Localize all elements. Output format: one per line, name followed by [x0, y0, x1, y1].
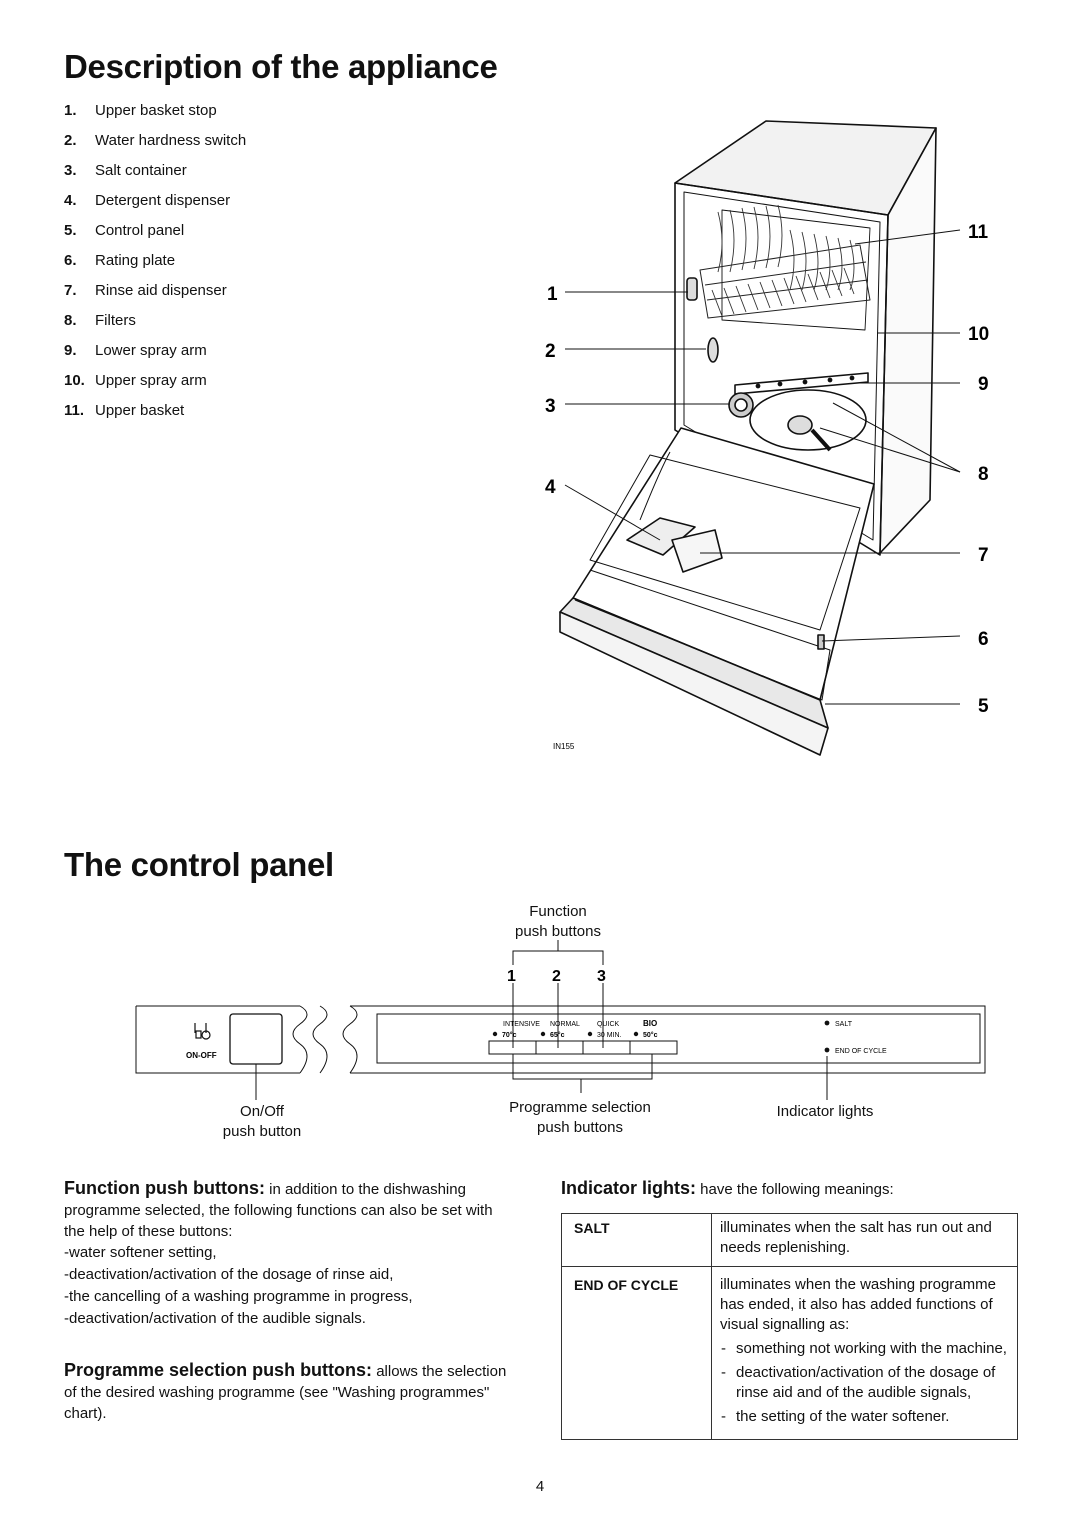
list-item: 4. Detergent dispenser [64, 192, 231, 209]
programme-led [588, 1032, 592, 1036]
programme-temp-quick: 30 MIN. [597, 1032, 622, 1039]
function-buttons-section [64, 1178, 512, 1330]
function-number-3: 3 [597, 968, 606, 985]
programme-buttons-section [64, 1360, 512, 1424]
list-item: - water softener setting, [64, 1242, 512, 1264]
list-item: - deactivation/activation of the audible signals. [64, 1308, 512, 1330]
onoff-icon-text: ON-OFF [186, 1051, 217, 1060]
list-item: 2. Water hardness switch [64, 132, 247, 149]
list-item: 11. Upper basket [64, 402, 185, 419]
function-number-1: 1 [507, 968, 516, 985]
programme-temp-bio: 50°c [643, 1032, 658, 1039]
callout-5: 5 [978, 696, 989, 717]
programme-temp-intensive: 70°c [502, 1032, 517, 1039]
function-number-2: 2 [552, 968, 561, 985]
programme-name-normal: NORMAL [550, 1021, 580, 1028]
list-item: - deactivation/activation of the dosage of rinse aid and of the audible signals, [720, 1363, 1011, 1403]
indicator-lights-label: Indicator lights [776, 1103, 874, 1120]
end-of-cycle-list [720, 1339, 1011, 1427]
programme-buttons-label: Programme selection push buttons [509, 1099, 651, 1136]
callout-8: 8 [978, 464, 989, 485]
callout-7: 7 [978, 545, 989, 566]
function-buttons-label: Function push buttons [515, 903, 601, 940]
list-item: 9. Lower spray arm [64, 342, 207, 359]
list-item: 8. Filters [64, 312, 136, 329]
onoff-button-label: On/Off push button [222, 1103, 302, 1140]
section-title-appliance: Description of the appliance [64, 48, 498, 85]
table-row [562, 1214, 1018, 1267]
programme-name-intensive: INTENSIVE [503, 1021, 540, 1028]
list-item: 7. Rinse aid dispenser [64, 282, 227, 299]
programme-buttons-text: allows the selection of the desired washing programme (see "Washing programmes" chart). [64, 1363, 507, 1422]
programme-temp-normal: 65°c [550, 1032, 565, 1039]
indicator-end-text: END OF CYCLE [835, 1048, 887, 1055]
list-item: - deactivation/activation of the dosage of rinse aid, [64, 1264, 512, 1286]
callout-11: 11 [968, 222, 989, 243]
programme-led [541, 1032, 545, 1036]
callout-3: 3 [545, 396, 556, 417]
list-item: - something not working with the machine, [720, 1339, 1011, 1359]
page-number: 4 [535, 1478, 545, 1495]
list-item: 10. Upper spray arm [64, 372, 207, 389]
indicator-desc-end-of-cycle: illuminates when the washing programme has ended, it also has added functions of visual signalling as: - something not working with the machine, - deactivation/activation of the dosage of rinse aid and of the audible signals, - the setting of the water softener. [712, 1267, 1018, 1440]
indicator-key-salt: SALT [562, 1214, 712, 1267]
function-list [64, 1242, 512, 1330]
list-item: - the cancelling of a washing programme in progress, [64, 1286, 512, 1308]
programme-name-bio: BIO [643, 1019, 658, 1028]
list-item: 3. Salt container [64, 162, 187, 179]
programme-led [634, 1032, 638, 1036]
section-title-control-panel: The control panel [64, 846, 334, 883]
table-row [562, 1267, 1018, 1440]
callout-9: 9 [978, 374, 989, 395]
indicator-lights-heading: Indicator lights: [561, 1178, 696, 1198]
indicator-desc-salt: illuminates when the salt has run out and needs replenishing. [712, 1214, 1018, 1267]
callout-10: 10 [968, 324, 990, 345]
function-buttons-heading: Function push buttons: [64, 1178, 265, 1198]
callout-4: 4 [545, 477, 556, 498]
list-item: - the setting of the water softener. [720, 1407, 1011, 1427]
end-of-cycle-indicator-led [825, 1048, 830, 1053]
indicator-key-end-of-cycle: END OF CYCLE [562, 1267, 712, 1440]
list-item: 1. Upper basket stop [64, 102, 217, 119]
list-item: 6. Rating plate [64, 252, 176, 269]
programme-buttons-heading: Programme selection push buttons: [64, 1360, 373, 1380]
callout-1: 1 [547, 284, 558, 305]
callout-6: 6 [978, 629, 989, 650]
function-buttons-intro: in addition to the dishwashing programme selected, the following functions can also be set with the help of these buttons: [64, 1181, 493, 1240]
indicator-salt-text: SALT [835, 1021, 852, 1028]
figure-code: IN155 [553, 742, 575, 751]
programme-led [493, 1032, 497, 1036]
list-item: 5. Control panel [64, 222, 185, 239]
callout-2: 2 [545, 341, 556, 362]
indicator-lights-section [561, 1178, 1021, 1200]
indicator-table [561, 1213, 1018, 1440]
salt-indicator-led [825, 1021, 830, 1026]
indicator-lights-intro: have the following meanings: [696, 1181, 894, 1198]
programme-name-quick: QUICK [597, 1021, 620, 1028]
